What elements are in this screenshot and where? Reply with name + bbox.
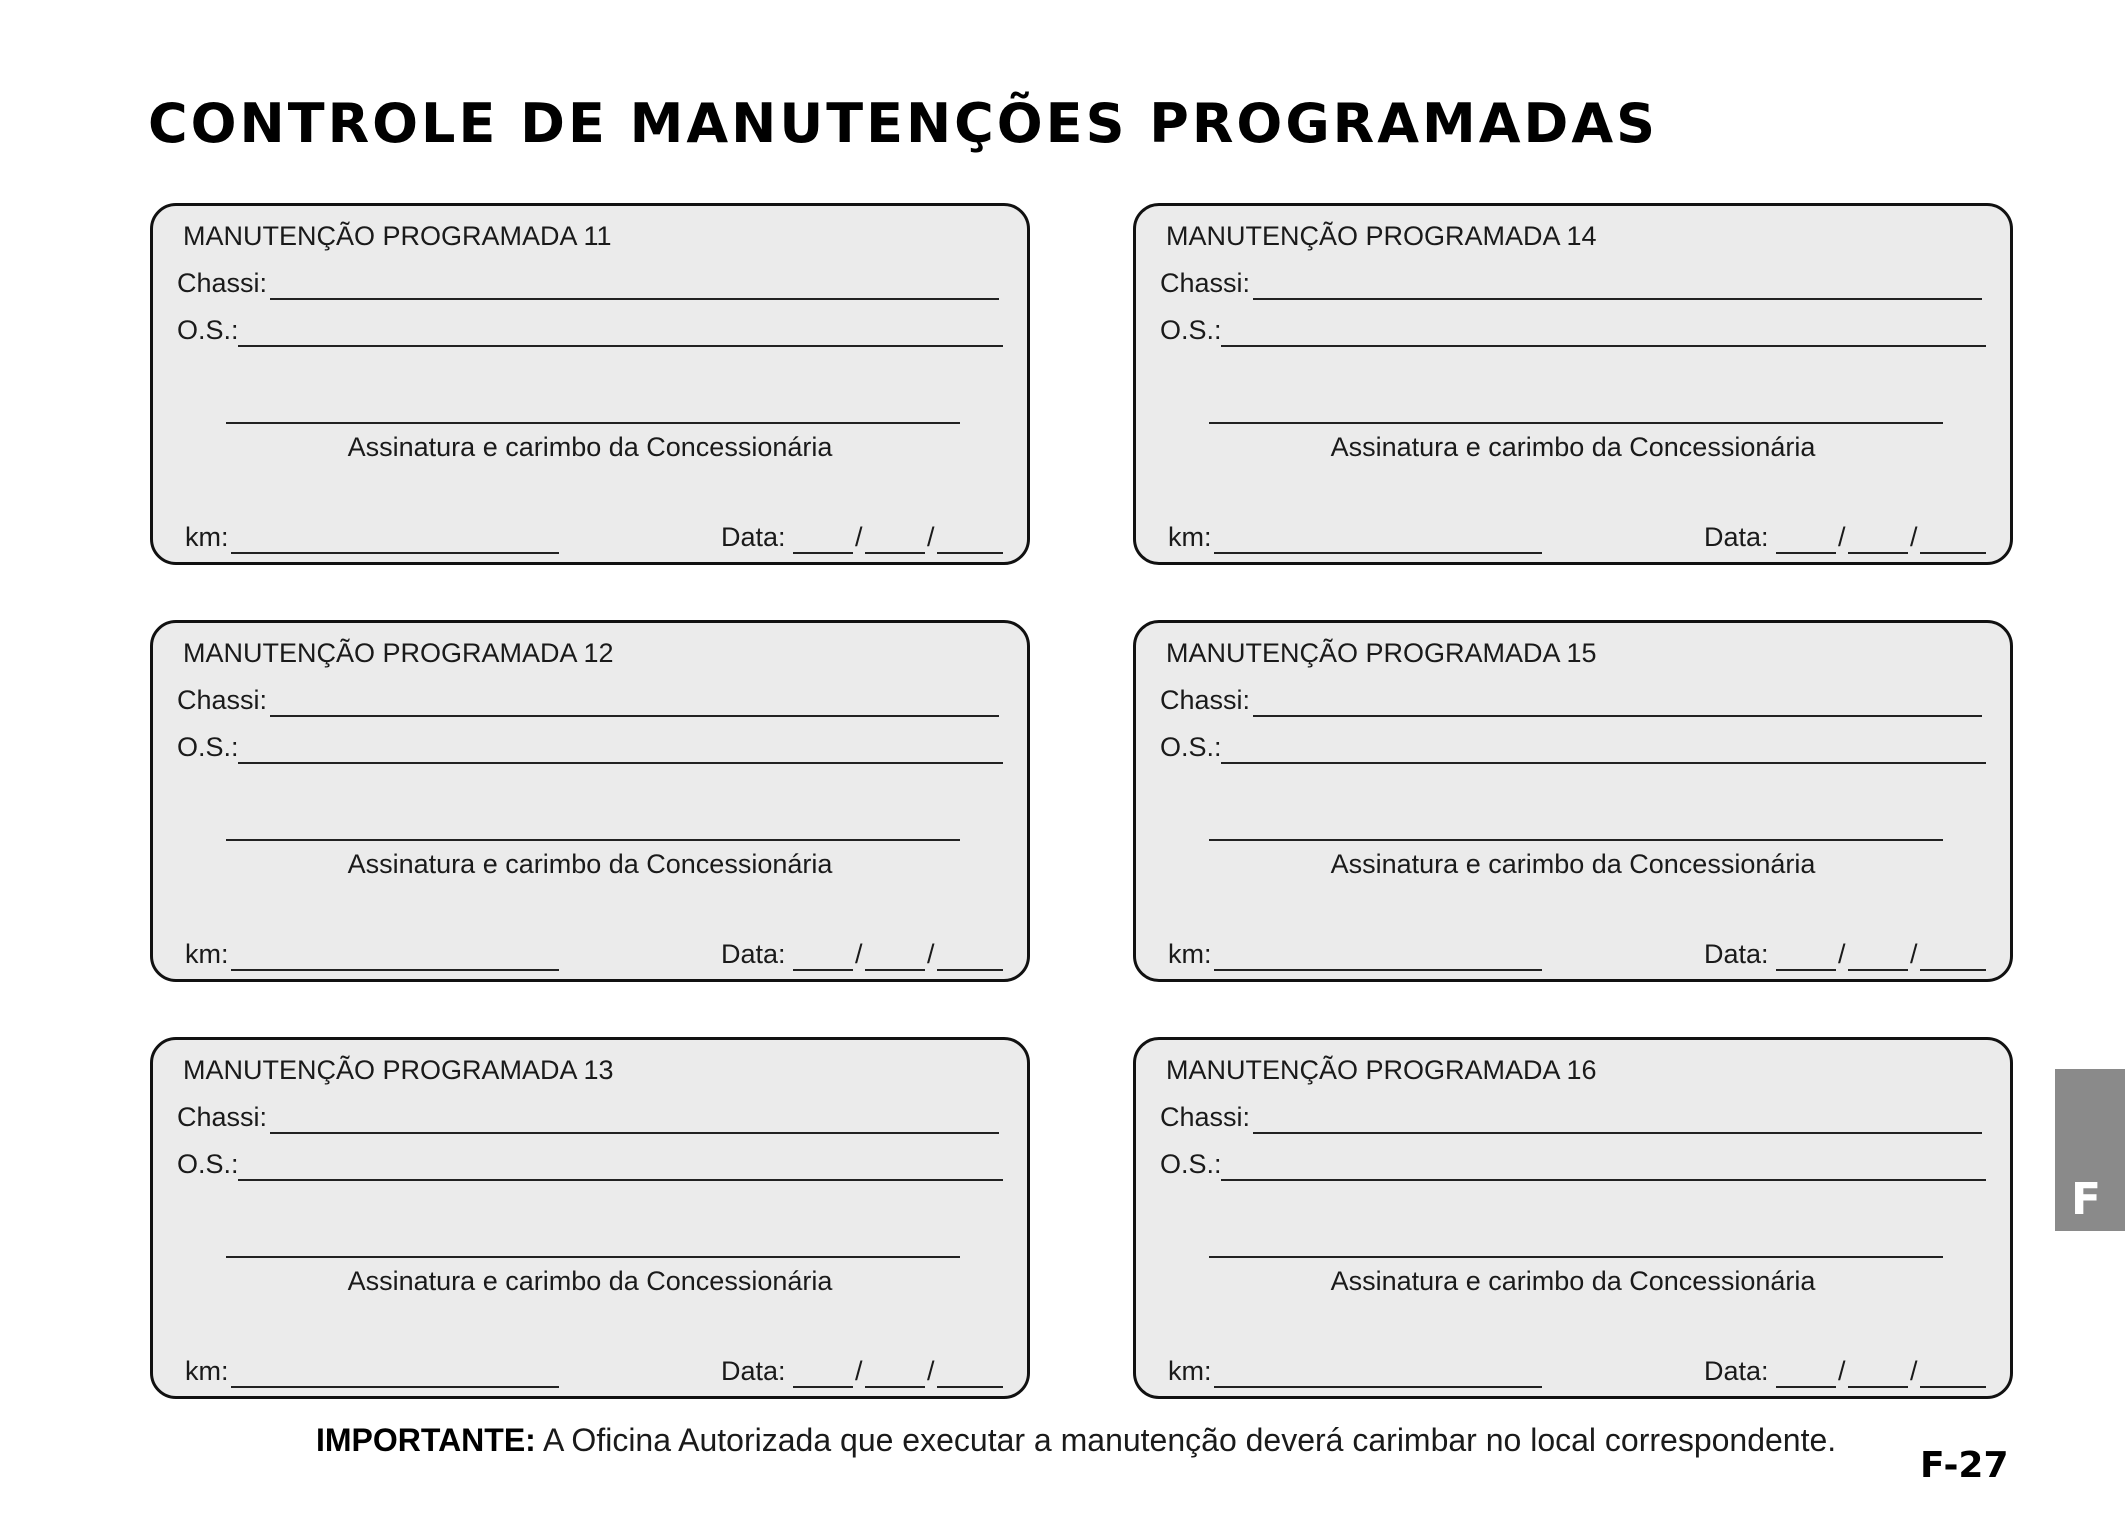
km-field[interactable]: [231, 1386, 559, 1388]
os-field[interactable]: [1221, 1179, 1986, 1181]
maintenance-card: [150, 203, 1030, 565]
card-title: MANUTENÇÃO PROGRAMADA 12: [183, 638, 614, 668]
date-month-field[interactable]: [1848, 969, 1908, 971]
date-label: Data:: [721, 522, 786, 552]
os-field[interactable]: [238, 345, 1003, 347]
km-label: km:: [1168, 1356, 1212, 1386]
chassi-field[interactable]: [270, 298, 999, 300]
date-separator: /: [1910, 939, 1918, 969]
maintenance-card: [150, 620, 1030, 982]
os-label: O.S.:: [1160, 732, 1222, 762]
chassi-label: Chassi:: [177, 1102, 268, 1132]
os-field[interactable]: [1221, 345, 1986, 347]
os-label: O.S.:: [177, 315, 239, 345]
os-label: O.S.:: [177, 732, 239, 762]
signature-line[interactable]: [226, 1256, 960, 1258]
date-day-field[interactable]: [1776, 552, 1836, 554]
os-field[interactable]: [238, 762, 1003, 764]
chassi-field[interactable]: [1253, 298, 1982, 300]
km-label: km:: [185, 522, 229, 552]
important-note-label: IMPORTANTE:: [316, 1422, 536, 1458]
km-field[interactable]: [231, 552, 559, 554]
date-month-field[interactable]: [1848, 552, 1908, 554]
date-label: Data:: [1704, 939, 1769, 969]
date-label: Data:: [721, 1356, 786, 1386]
chassi-field[interactable]: [270, 715, 999, 717]
os-label: O.S.:: [1160, 315, 1222, 345]
date-label: Data:: [721, 939, 786, 969]
date-separator: /: [855, 522, 863, 552]
date-label: Data:: [1704, 1356, 1769, 1386]
km-label: km:: [1168, 522, 1212, 552]
page-number: F-27: [1920, 1445, 2009, 1486]
signature-line[interactable]: [1209, 839, 1943, 841]
date-separator: /: [855, 939, 863, 969]
card-title: MANUTENÇÃO PROGRAMADA 11: [183, 221, 612, 251]
card-title: MANUTENÇÃO PROGRAMADA 13: [183, 1055, 614, 1085]
os-field[interactable]: [238, 1179, 1003, 1181]
card-title: MANUTENÇÃO PROGRAMADA 15: [1166, 638, 1597, 668]
os-label: O.S.:: [1160, 1149, 1222, 1179]
signature-caption: Assinatura e carimbo da Concessionária: [347, 849, 833, 879]
chassi-label: Chassi:: [1160, 1102, 1251, 1132]
date-day-field[interactable]: [793, 969, 853, 971]
date-year-field[interactable]: [937, 969, 1003, 971]
important-note: [316, 1422, 1836, 1459]
date-month-field[interactable]: [865, 552, 925, 554]
signature-line[interactable]: [1209, 1256, 1943, 1258]
date-month-field[interactable]: [1848, 1386, 1908, 1388]
date-label: Data:: [1704, 522, 1769, 552]
signature-caption: Assinatura e carimbo da Concessionária: [1330, 432, 1816, 462]
km-label: km:: [185, 1356, 229, 1386]
signature-caption: Assinatura e carimbo da Concessionária: [1330, 1266, 1816, 1296]
date-day-field[interactable]: [793, 552, 853, 554]
signature-caption: Assinatura e carimbo da Concessionária: [347, 432, 833, 462]
signature-caption: Assinatura e carimbo da Concessionária: [1330, 849, 1816, 879]
chassi-field[interactable]: [1253, 1132, 1982, 1134]
chassi-field[interactable]: [1253, 715, 1982, 717]
signature-line[interactable]: [1209, 422, 1943, 424]
date-day-field[interactable]: [1776, 1386, 1836, 1388]
signature-caption: Assinatura e carimbo da Concessionária: [347, 1266, 833, 1296]
km-field[interactable]: [1214, 969, 1542, 971]
km-field[interactable]: [1214, 1386, 1542, 1388]
chassi-label: Chassi:: [1160, 685, 1251, 715]
chassi-label: Chassi:: [1160, 268, 1251, 298]
date-separator: /: [1838, 939, 1846, 969]
date-separator: /: [1910, 522, 1918, 552]
date-month-field[interactable]: [865, 1386, 925, 1388]
os-field[interactable]: [1221, 762, 1986, 764]
maintenance-card: [1133, 620, 2013, 982]
maintenance-card: [1133, 203, 2013, 565]
date-day-field[interactable]: [1776, 969, 1836, 971]
date-separator: /: [855, 1356, 863, 1386]
km-field[interactable]: [231, 969, 559, 971]
section-tab: [2055, 1069, 2125, 1231]
chassi-label: Chassi:: [177, 268, 268, 298]
chassi-label: Chassi:: [177, 685, 268, 715]
date-separator: /: [1910, 1356, 1918, 1386]
date-separator: /: [1838, 522, 1846, 552]
date-separator: /: [927, 939, 935, 969]
km-label: km:: [1168, 939, 1212, 969]
km-label: km:: [185, 939, 229, 969]
km-field[interactable]: [1214, 552, 1542, 554]
date-year-field[interactable]: [1920, 552, 1986, 554]
date-separator: /: [927, 522, 935, 552]
important-note-text: A Oficina Autorizada que executar a manutenção deverá carimbar no local correspondente.: [535, 1422, 1837, 1458]
date-year-field[interactable]: [1920, 969, 1986, 971]
section-tab-letter: F: [2071, 1174, 2102, 1225]
date-year-field[interactable]: [937, 552, 1003, 554]
signature-line[interactable]: [226, 422, 960, 424]
maintenance-card: [1133, 1037, 2013, 1399]
card-title: MANUTENÇÃO PROGRAMADA 16: [1166, 1055, 1597, 1085]
date-month-field[interactable]: [865, 969, 925, 971]
date-day-field[interactable]: [793, 1386, 853, 1388]
page-title: CONTROLE DE MANUTENÇÕES PROGRAMADAS: [148, 92, 1659, 155]
os-label: O.S.:: [177, 1149, 239, 1179]
maintenance-card: [150, 1037, 1030, 1399]
date-year-field[interactable]: [1920, 1386, 1986, 1388]
signature-line[interactable]: [226, 839, 960, 841]
date-year-field[interactable]: [937, 1386, 1003, 1388]
date-separator: /: [1838, 1356, 1846, 1386]
date-separator: /: [927, 1356, 935, 1386]
chassi-field[interactable]: [270, 1132, 999, 1134]
card-title: MANUTENÇÃO PROGRAMADA 14: [1166, 221, 1597, 251]
